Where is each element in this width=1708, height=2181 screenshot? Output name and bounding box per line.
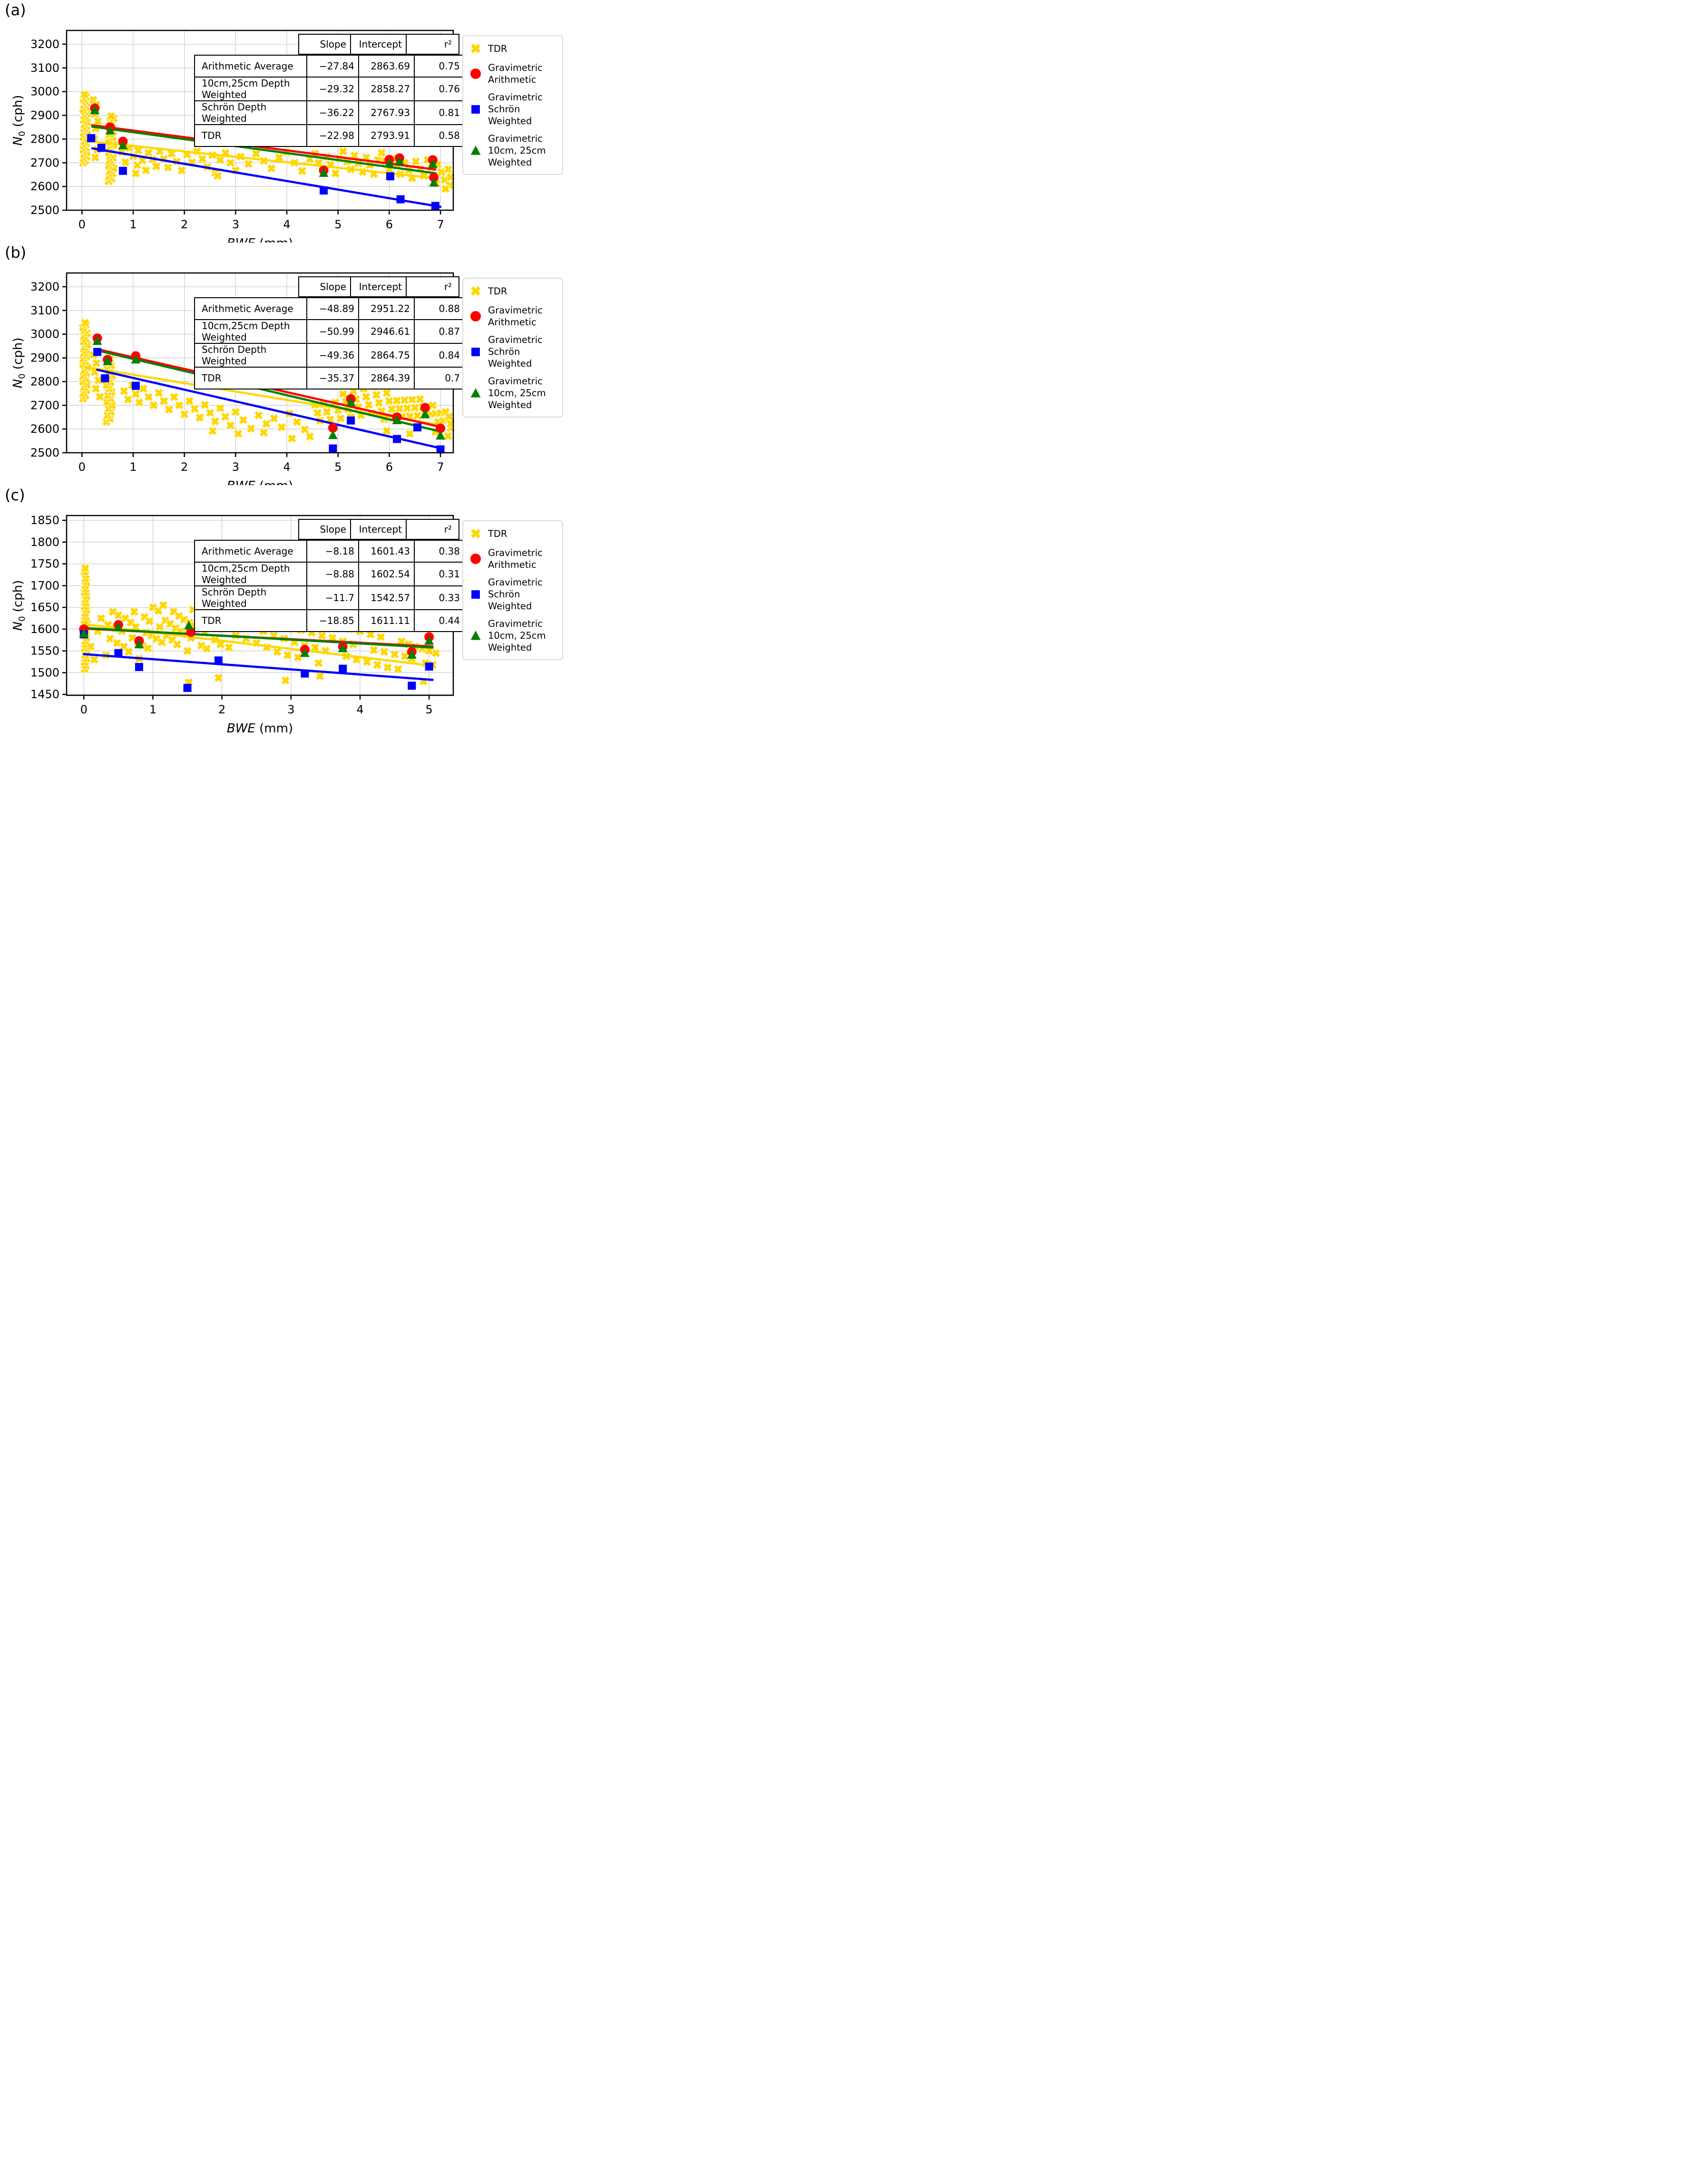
stats-slope-cell: −8.88 — [307, 562, 359, 586]
legend-item — [467, 304, 558, 328]
stats-r2-cell: 0.44 — [414, 610, 467, 632]
stats-header-icept: Intercept — [351, 519, 406, 539]
y-tick-label: 2900 — [30, 108, 59, 122]
tdr-point — [139, 164, 152, 177]
x-tick-label: 5 — [334, 460, 342, 474]
y-tick-label: 3100 — [30, 61, 59, 75]
y-tick-label: 1800 — [30, 535, 59, 549]
stats-r2-cell: 0.31 — [414, 562, 467, 586]
triangle-marker-icon — [467, 628, 484, 643]
tdr-point — [209, 415, 222, 428]
y-tick-label: 2800 — [30, 132, 59, 146]
y-tick-label: 2600 — [30, 422, 59, 436]
gravimetric-schron-point — [431, 202, 439, 210]
gravimetric-schron-point — [393, 435, 401, 443]
tdr-point — [288, 636, 301, 649]
stats-intercept-cell: 2946.61 — [359, 320, 414, 343]
gravimetric-schron-point — [386, 172, 394, 180]
legend-item-label: TDR — [488, 285, 508, 297]
x-tick-label: 1 — [129, 218, 137, 231]
gravimetric-schron-point — [184, 684, 192, 692]
gravimetric-schron-point — [119, 167, 127, 175]
tdr-point — [237, 414, 250, 427]
stats-row — [195, 540, 467, 562]
tdr-point — [252, 409, 265, 422]
tdr-point — [133, 396, 146, 409]
stats-r2-cell: 0.75 — [414, 55, 467, 77]
y-axis-label: $N_0$ (cph) — [11, 337, 27, 389]
gravimetric-schron-point — [397, 195, 405, 204]
y-tick-label: 3200 — [30, 280, 59, 293]
y-tick-label: 1850 — [30, 514, 59, 527]
legend-item — [467, 576, 558, 612]
x-marker-icon — [467, 526, 484, 541]
stats-r2-cell: 0.84 — [414, 343, 467, 367]
circle-marker-icon — [467, 309, 484, 324]
stats-slope-cell: −27.84 — [307, 55, 359, 77]
legend-a — [462, 35, 563, 175]
stats-label-cell: Arithmetic Average — [195, 55, 307, 77]
gravimetric-schron-point — [329, 445, 337, 453]
legend-item — [467, 618, 558, 653]
y-tick-label: 2600 — [30, 180, 59, 194]
tdr-point — [275, 421, 288, 434]
gravimetric-schron-point — [339, 665, 347, 673]
stats-intercept-cell: 1601.43 — [359, 540, 414, 562]
y-tick-label: 1700 — [30, 579, 59, 593]
stats-row — [195, 367, 467, 389]
y-tick-label: 1500 — [30, 666, 59, 680]
gravimetric-schron-point — [320, 186, 328, 195]
y-tick-label: 3200 — [30, 37, 59, 51]
stats-header-r2: r² — [406, 34, 459, 54]
tdr-point — [194, 411, 206, 424]
stats-label-cell: Schrön Depth Weighted — [195, 101, 307, 125]
tdr-point — [368, 168, 381, 181]
tdr-point — [312, 657, 325, 670]
legend-item — [467, 62, 558, 86]
figure — [0, 0, 569, 736]
tdr-point — [176, 164, 188, 177]
y-tick-label: 2800 — [30, 375, 59, 389]
x-tick-label: 1 — [129, 460, 137, 474]
triangle-marker-icon — [471, 388, 481, 398]
tdr-point — [206, 425, 219, 438]
tdr-point — [374, 631, 387, 643]
gravimetric-schron-point — [87, 134, 95, 142]
stats-row — [195, 101, 467, 125]
tdr-point — [204, 407, 216, 419]
stats-label-cell: Arithmetic Average — [195, 540, 307, 562]
legend-item — [467, 375, 558, 411]
panel-a-label: (a) — [5, 1, 26, 19]
stats-r2-cell: 0.38 — [414, 540, 467, 562]
y-tick-label: 2500 — [30, 204, 59, 217]
x-tick-label: 6 — [385, 460, 393, 474]
stats-row — [195, 562, 467, 586]
legend-item-label: Gravimetric Schrön Weighted — [488, 577, 543, 612]
stats-row — [195, 343, 467, 367]
legend-b — [462, 278, 563, 418]
stats-row — [195, 610, 467, 632]
panel-b-label: (b) — [5, 243, 27, 262]
stats-header-icept: Intercept — [351, 277, 406, 297]
y-tick-label: 3100 — [30, 303, 59, 317]
tdr-point — [219, 410, 232, 423]
tdr-point — [214, 402, 227, 415]
x-tick-label: 0 — [78, 218, 86, 231]
circle-marker-icon — [467, 551, 484, 566]
stats-intercept-cell: 1602.54 — [359, 562, 414, 586]
y-axis-label: $N_0$ (cph) — [11, 580, 27, 631]
y-axis-label: $N_0$ (cph) — [11, 95, 27, 146]
x-tick-label: 4 — [283, 460, 291, 474]
gravimetric-schron-point — [93, 348, 101, 356]
stats-header-r2: r² — [406, 519, 459, 539]
stats-r2-cell: 0.87 — [414, 320, 467, 343]
stats-r2-cell: 0.88 — [414, 298, 467, 320]
triangle-marker-icon — [471, 146, 481, 155]
legend-item-label: Gravimetric Schrön Weighted — [488, 92, 543, 127]
legend-item — [467, 547, 558, 571]
legend-item — [467, 41, 558, 56]
stats-r2-cell: 0.7 — [414, 367, 467, 389]
stats-label-cell: Arithmetic Average — [195, 298, 307, 320]
x-marker-icon — [468, 283, 483, 298]
square-marker-icon — [467, 344, 484, 360]
x-tick-label: 7 — [437, 460, 444, 474]
y-tick-label: 2900 — [30, 351, 59, 365]
stats-label-cell: Schrön Depth Weighted — [195, 586, 307, 610]
stats-slope-cell: −50.99 — [307, 320, 359, 343]
stats-header-slope: Slope — [299, 519, 351, 539]
legend-item-label: Gravimetric Schrön Weighted — [488, 334, 543, 369]
panel-c-label: (c) — [5, 486, 25, 504]
triangle-marker-icon — [467, 143, 484, 158]
stats-row — [195, 320, 467, 343]
stats-table-c — [194, 519, 468, 632]
stats-header-r2: r² — [406, 277, 459, 297]
stats-label-cell: Schrön Depth Weighted — [195, 343, 307, 367]
stats-slope-cell: −11.7 — [307, 586, 359, 610]
tdr-point — [285, 432, 298, 445]
stats-table-b — [194, 276, 468, 389]
gravimetric-schron-point — [135, 663, 143, 671]
legend-item-label: Gravimetric 10cm, 25cm Weighted — [488, 133, 546, 168]
stats-intercept-cell: 1542.57 — [359, 586, 414, 610]
stats-r2-cell: 0.33 — [414, 586, 467, 610]
triangle-marker-icon — [467, 386, 484, 401]
y-tick-label: 1650 — [30, 601, 59, 614]
stats-r2-cell: 0.76 — [414, 77, 467, 101]
legend-item-label: TDR — [488, 528, 508, 539]
panel-a — [0, 0, 569, 243]
panel-c — [0, 485, 569, 736]
square-marker-icon — [471, 348, 480, 356]
y-tick-label: 1750 — [30, 557, 59, 571]
x-tick-label: 2 — [218, 703, 226, 716]
stats-label-cell: TDR — [195, 610, 307, 632]
x-tick-label: 5 — [425, 703, 433, 716]
stats-header-slope: Slope — [299, 34, 351, 54]
x-tick-label: 0 — [78, 460, 86, 474]
stats-intercept-cell: 2864.75 — [359, 343, 414, 367]
x-tick-label: 2 — [181, 460, 188, 474]
x-tick-label: 4 — [283, 218, 291, 231]
y-tick-label: 3000 — [30, 327, 59, 341]
legend-item — [467, 91, 558, 127]
stats-intercept-cell: 2858.27 — [359, 77, 414, 101]
y-tick-label: 1550 — [30, 644, 59, 658]
stats-table-a — [194, 34, 468, 147]
legend-item-label: TDR — [488, 43, 508, 54]
square-marker-icon — [467, 587, 484, 602]
stats-label-cell: 10cm,25cm Depth Weighted — [195, 562, 307, 586]
stats-r2-cell: 0.58 — [414, 125, 467, 146]
stats-label-cell: TDR — [195, 125, 307, 146]
x-marker-icon — [468, 41, 483, 56]
legend-item — [467, 526, 558, 541]
stats-slope-cell: −22.98 — [307, 125, 359, 146]
x-tick-label: 2 — [181, 218, 188, 231]
tdr-point — [296, 165, 309, 177]
circle-marker-icon — [470, 311, 481, 321]
tdr-point — [212, 672, 225, 684]
legend-item — [467, 283, 558, 299]
stats-slope-cell: −8.18 — [307, 540, 359, 562]
x-marker-icon — [468, 526, 483, 541]
square-marker-icon — [471, 105, 480, 114]
stats-intercept-cell: 2793.91 — [359, 125, 414, 146]
stats-intercept-cell: 2951.22 — [359, 298, 414, 320]
stats-label-cell: 10cm,25cm Depth Weighted — [195, 320, 307, 343]
y-tick-label: 1450 — [30, 688, 59, 701]
y-tick-label: 1600 — [30, 622, 59, 636]
triangle-marker-icon — [471, 631, 481, 640]
stats-r2-cell: 0.81 — [414, 101, 467, 125]
square-marker-icon — [467, 102, 484, 117]
tdr-point — [381, 661, 394, 674]
x-marker-icon — [467, 41, 484, 56]
gravimetric-schron-point — [215, 656, 223, 664]
stats-slope-cell: −35.37 — [307, 367, 359, 389]
gravimetric-schron-point — [132, 382, 140, 390]
stats-slope-cell: −18.85 — [307, 610, 359, 632]
stats-row — [195, 77, 467, 101]
stats-row — [195, 125, 467, 146]
square-marker-icon — [471, 590, 480, 599]
y-tick-label: 3000 — [30, 85, 59, 98]
gravimetric-schron-point — [101, 374, 109, 382]
legend-item — [467, 334, 558, 370]
stats-label-cell: 10cm,25cm Depth Weighted — [195, 77, 307, 101]
x-tick-label: 7 — [437, 218, 444, 231]
gravimetric-schron-point — [413, 423, 421, 431]
gravimetric-schron-point — [98, 144, 106, 152]
x-tick-label: 0 — [80, 703, 88, 716]
circle-marker-icon — [467, 66, 484, 81]
stats-intercept-cell: 2863.69 — [359, 55, 414, 77]
y-tick-label: 2500 — [30, 446, 59, 459]
tdr-point — [417, 675, 430, 688]
tdr-point — [378, 645, 390, 658]
tdr-point — [142, 390, 155, 403]
gravimetric-schron-point — [425, 662, 433, 671]
legend-item-label: Gravimetric Arithmetic — [488, 62, 543, 85]
legend-item-label: Gravimetric 10cm, 25cm Weighted — [488, 376, 546, 410]
stats-slope-cell: −49.36 — [307, 343, 359, 367]
stats-row — [195, 298, 467, 320]
stats-header-slope: Slope — [299, 277, 351, 297]
stats-slope-cell: −29.32 — [307, 77, 359, 101]
stats-intercept-cell: 2767.93 — [359, 101, 414, 125]
x-tick-label: 6 — [385, 218, 393, 231]
tdr-point — [391, 663, 404, 676]
panel-b — [0, 243, 569, 485]
stats-row — [195, 586, 467, 610]
gravimetric-schron-point — [408, 682, 416, 690]
tdr-point — [224, 419, 237, 432]
x-tick-label: 3 — [232, 218, 239, 231]
y-tick-label: 2700 — [30, 399, 59, 412]
gravimetric-schron-point — [347, 417, 355, 425]
x-axis-label: BWE (mm) — [226, 721, 293, 736]
gravimetric-schron-point — [301, 670, 309, 678]
gravimetric-schron-point — [114, 649, 122, 657]
x-tick-label: 1 — [149, 703, 157, 716]
tdr-point — [279, 674, 292, 687]
tdr-point — [198, 399, 211, 411]
y-tick-label: 2700 — [30, 156, 59, 170]
legend-item-label: Gravimetric Arithmetic — [488, 305, 543, 328]
x-tick-label: 4 — [356, 703, 364, 716]
stats-slope-cell: −48.89 — [307, 298, 359, 320]
legend-item — [467, 133, 558, 168]
stats-intercept-cell: 1611.11 — [359, 610, 414, 632]
stats-slope-cell: −36.22 — [307, 101, 359, 125]
circle-marker-icon — [470, 554, 481, 564]
stats-intercept-cell: 2864.39 — [359, 367, 414, 389]
x-marker-icon — [467, 283, 484, 299]
tdr-point — [168, 390, 181, 403]
circle-marker-icon — [470, 68, 481, 79]
x-tick-label: 3 — [232, 460, 239, 474]
tdr-point — [388, 648, 401, 661]
stats-label-cell: TDR — [195, 367, 307, 389]
legend-item-label: Gravimetric Arithmetic — [488, 547, 543, 570]
legend-c — [462, 520, 563, 660]
x-tick-label: 5 — [334, 218, 342, 231]
tdr-point — [152, 387, 165, 399]
tdr-point — [244, 422, 257, 435]
stats-row — [195, 55, 467, 77]
x-tick-label: 3 — [287, 703, 295, 716]
legend-item-label: Gravimetric 10cm, 25cm Weighted — [488, 618, 546, 653]
stats-header-icept: Intercept — [351, 34, 406, 54]
